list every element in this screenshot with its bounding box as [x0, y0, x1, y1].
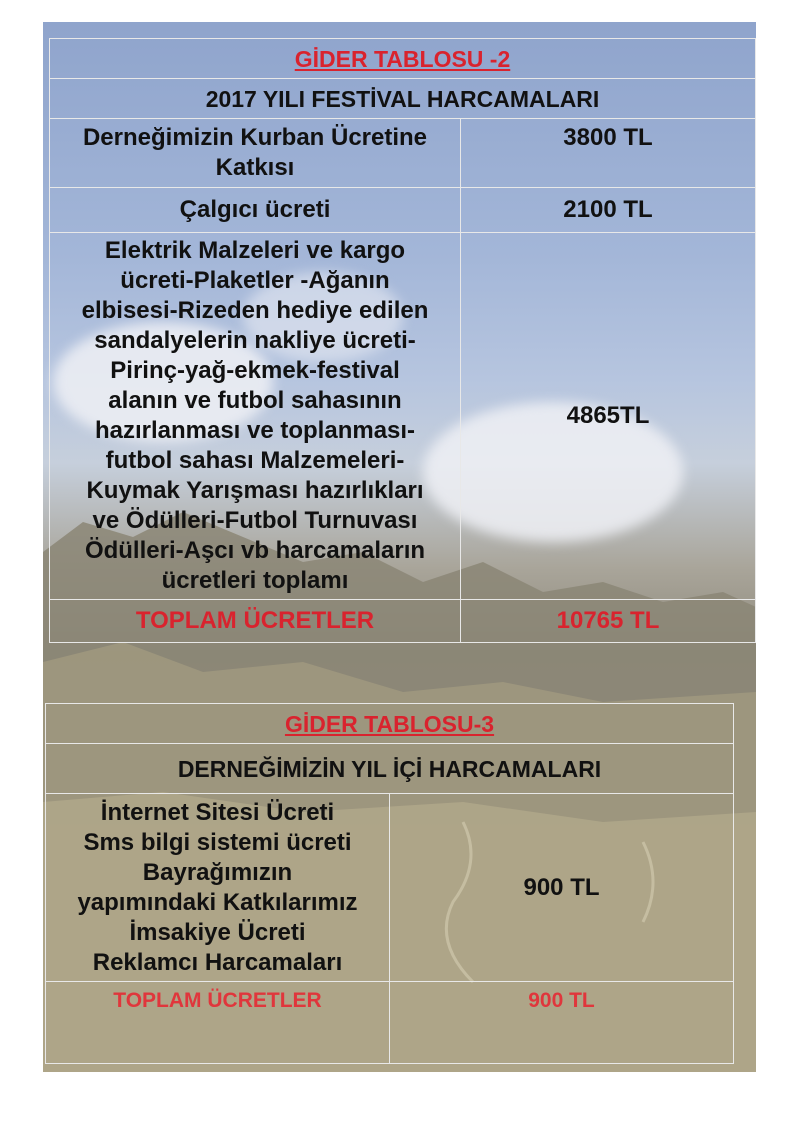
table3-items: İnternet Sitesi Ücreti Sms bilgi sistemi ücreti Bayrağımızın yapımındaki Katkılarımız İmsakiye Ücreti Reklamcı Harcamaları	[46, 794, 390, 982]
table3-subtitle: DERNEĞİMİZİN YIL İÇİ HARCAMALARI	[46, 744, 734, 794]
table3-amount: 900 TL	[390, 794, 734, 982]
table2-row1-item: Derneğimizin Kurban Ücretine Katkısı	[50, 119, 461, 188]
table2-total-label: TOPLAM ÜCRETLER	[50, 600, 461, 643]
table3-total-label: TOPLAM ÜCRETLER	[46, 982, 390, 1064]
table-row	[46, 982, 734, 1064]
table-row	[46, 794, 734, 982]
expense-table-3	[45, 703, 734, 1064]
table2-row2-item: Çalgıcı ücreti	[50, 188, 461, 233]
table-row	[50, 119, 756, 188]
table3-title: GİDER TABLOSU-3	[46, 704, 734, 744]
expense-table-2	[49, 38, 756, 643]
table-row	[50, 188, 756, 233]
table2-total-value: 10765 TL	[461, 600, 756, 643]
table3-total-value: 900 TL	[390, 982, 734, 1064]
table2-row3-amount: 4865TL	[461, 233, 756, 600]
table-row	[50, 233, 756, 600]
table2-subtitle: 2017 YILI FESTİVAL HARCAMALARI	[50, 79, 756, 119]
table2-row1-amount: 3800 TL	[461, 119, 756, 188]
table2-row2-amount: 2100 TL	[461, 188, 756, 233]
table-row	[50, 600, 756, 643]
table2-title: GİDER TABLOSU -2	[50, 39, 756, 79]
table2-row3-item: Elektrik Malzeleri ve kargo ücreti-Plaketler -Ağanın elbisesi-Rizeden hediye edilen sandalyelerin nakliye ücreti- Pirinç-yağ-ekmek-festival alanın ve futbol sahasının hazırlanması ve toplanması- futbol sahası Malzemeleri- Kuymak Yarışması hazırlıkları ve Ödülleri-Futbol Turnuvası Ödülleri-Aşcı vb harcamaların ücretleri toplamı	[50, 233, 461, 600]
